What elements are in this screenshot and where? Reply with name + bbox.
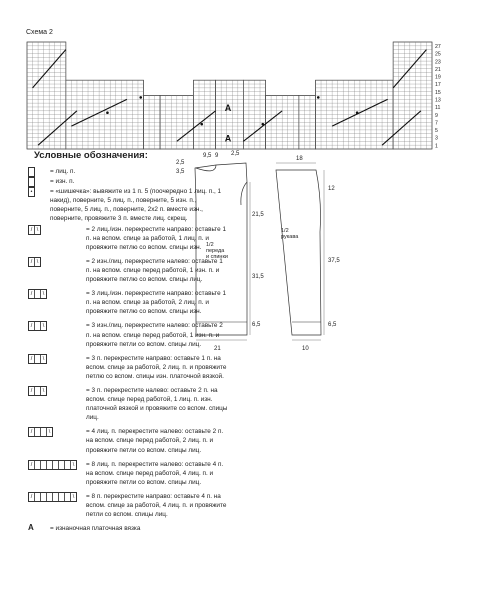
symbol-cell: \ <box>42 291 45 298</box>
legend-text: = «шишечка»: вывяжите из 1 п. 5 (поочередно 1 лиц. п., 1 накид), поверните, 5 лиц. п., поверните, 5 изн. п., поверните, 5 лиц. п., поверните, 2х2 п. вместе изн., поверните, провяжите 3 п. вместе лиц. скрещ. <box>50 188 222 223</box>
sleeve-outline <box>276 170 321 335</box>
symbol-cell: / <box>29 355 35 363</box>
row-number: 17 <box>435 82 441 89</box>
legend-text: = 8 п. перекрестите направо: оставьте 4 п. на вспом. спице за работой, 4 лиц. п. и провяжите петли со вспом. спицы лиц. <box>86 492 227 519</box>
dimension-label: 18 <box>296 156 303 162</box>
dimension-label: 21,5 <box>252 212 264 218</box>
symbol-cell: / <box>29 290 35 298</box>
symbol-cell: \ <box>72 461 75 468</box>
legend-text: = лиц. п. <box>50 168 76 175</box>
piece-label: и спинки <box>206 254 228 260</box>
symbol-cell: \ <box>72 493 75 500</box>
symbol-cell: \ <box>42 387 45 394</box>
row-number: 15 <box>435 89 441 96</box>
legend-text: = изн. п. <box>50 178 75 186</box>
dimension-label: 21 <box>214 346 221 352</box>
dimension-label: 9 <box>215 153 219 159</box>
symbol-cell: \ <box>36 258 39 265</box>
legend-text: = 2 изн./лиц. перекрестите налево: оставьте 1 п. на вспом. спице перед работой, 1 изн. п. и провяжите петлю со вспом. спицы лиц. <box>86 257 223 284</box>
row-number: 23 <box>435 59 441 66</box>
legend-text: = 3 п. перекрестите направо: оставьте 1 п. на вспом. спице за работой, 2 лиц. п. и провяжите петлю со вспом. спицы изн. платочной вязкой. <box>86 354 227 380</box>
row-number: 19 <box>435 74 441 81</box>
legend-title: Условные обозначения: <box>34 150 148 161</box>
row-number: 3 <box>435 135 438 142</box>
legend-text: = 3 изн./лиц. перекрестите налево: оставьте 2 п. на вспом. спице перед работой, 1 изн. п. и провяжите петли со вспом. спицы лиц. <box>86 322 223 348</box>
dimension-label: 37,5 <box>328 258 340 264</box>
row-number: 7 <box>435 120 438 127</box>
row-number: 9 <box>435 112 438 119</box>
legend-text: = изнаночная платочная вязка <box>50 525 141 533</box>
row-number: 21 <box>435 66 441 73</box>
legend-text: = 4 лиц. п. перекрестите налево: оставьте 2 п. на вспом. спице перед работой, 2 лиц. п. и провяжите петли со вспом. спицы лиц. <box>86 428 224 454</box>
symbol-cell: / <box>29 226 35 234</box>
purl-letter: A <box>224 133 232 144</box>
row-number: 25 <box>435 51 441 58</box>
dimension-label: 9,5 <box>203 153 212 159</box>
symbol-cell: \ <box>48 429 51 436</box>
symbol-cell: / <box>29 428 35 436</box>
dimension-label: 6,5 <box>328 322 337 328</box>
legend-text: = 8 лиц. п. перекрестите налево: оставьте 4 п. на вспом. спице перед работой, 4 лиц. п. и провяжите петли со вспом. спицы лиц. <box>86 460 224 486</box>
dimension-label: 6,5 <box>252 322 261 328</box>
row-number: 27 <box>435 44 441 50</box>
dimension-label: 12 <box>328 186 335 192</box>
chart-title: Схема 2 <box>26 29 53 36</box>
row-number: 13 <box>435 97 441 104</box>
legend-text: = 2 лиц./изн. перекрестите направо: оставьте 1 п. на вспом. спице за работой, 1 лиц. п. и провяжите петлю со вспом. спицы изн. <box>86 225 227 251</box>
symbol-cell: / <box>29 461 35 469</box>
purl-letter: A <box>224 102 232 113</box>
dimension-label: 3,5 <box>176 169 185 175</box>
legend-text: = 3 п. перекрестите налево: оставьте 2 п. на вспом. спице перед работой, 1 лиц. п. изн. платочной вязкой и провяжите со вспом. спицы лиц. <box>86 386 228 422</box>
symbol-cell: / <box>29 322 35 330</box>
row-number: 1 <box>435 143 438 150</box>
symbol-cell: / <box>29 493 35 501</box>
piece-label: 1/2 <box>206 242 214 248</box>
symbol-cell: \ <box>42 355 45 362</box>
dimension-label: 10 <box>302 346 309 352</box>
dimension-label: 2,5 <box>176 160 185 166</box>
purl-letter-symbol: A <box>28 523 34 533</box>
symbol-cell: \ <box>36 226 39 233</box>
armhole <box>241 182 247 205</box>
symbol-cell: • <box>30 189 33 196</box>
legend-text: = 3 лиц./изн. перекрестите направо: оставьте 1 п. на вспом. спице за работой, 2 лиц. п. и провяжите петлю со вспом. спицы изн. <box>86 290 227 316</box>
symbol-cell: \ <box>42 323 45 330</box>
symbol-cell: / <box>29 258 35 266</box>
row-number: 5 <box>435 128 438 135</box>
row-number: 11 <box>435 105 441 112</box>
neckline <box>196 165 216 171</box>
dimension-label: 2,5 <box>231 151 240 157</box>
piece-label: 1/2 <box>281 228 289 234</box>
piece-label: рукава <box>281 234 299 240</box>
piece-label: переда <box>206 248 225 254</box>
symbol-cell: / <box>29 387 35 395</box>
dimension-label: 31,5 <box>252 274 264 280</box>
